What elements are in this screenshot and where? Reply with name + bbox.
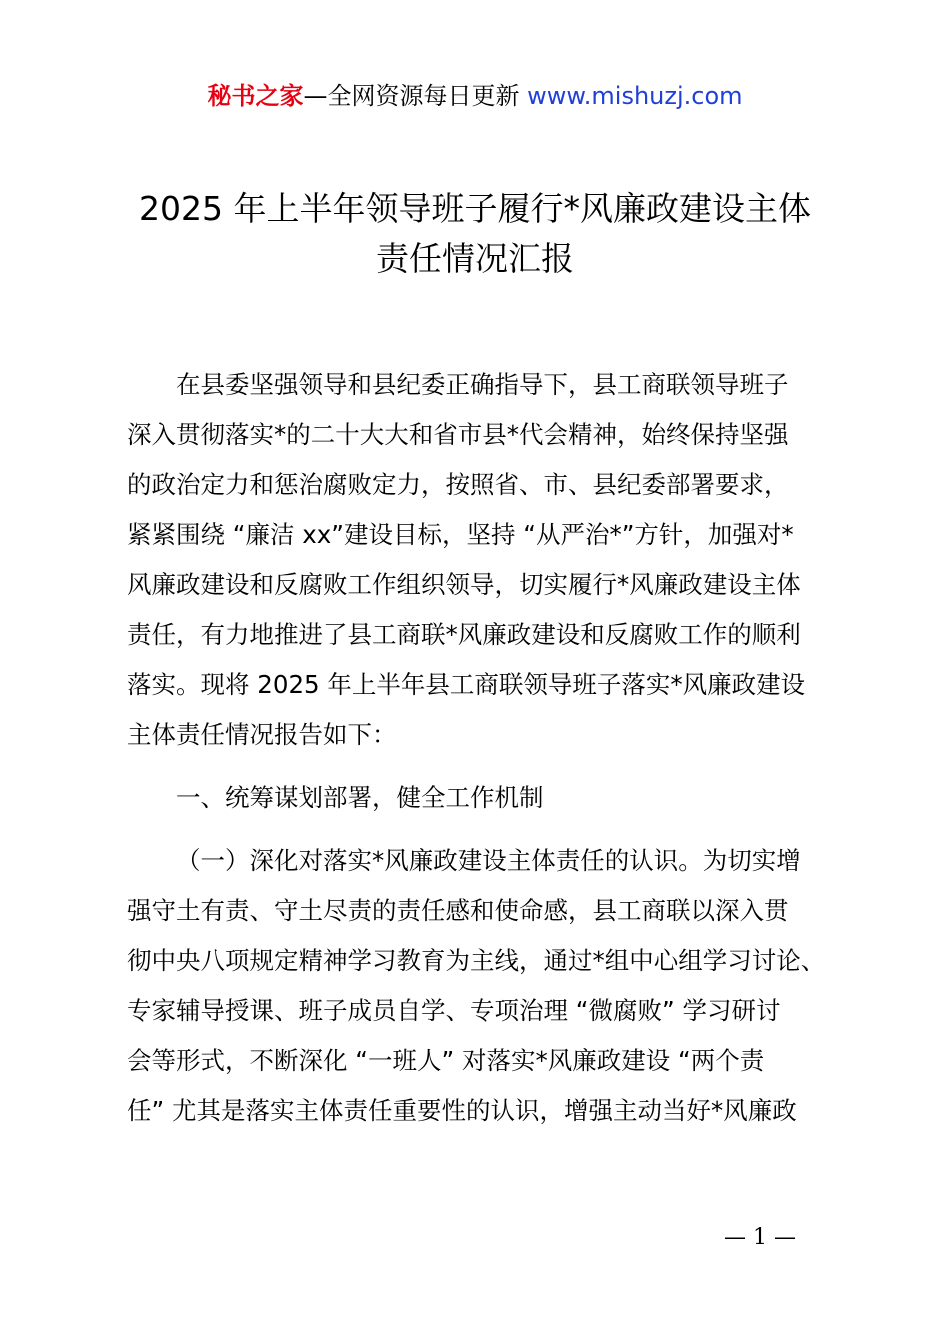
header-tagline: —全网资源每日更新: [303, 82, 528, 110]
text-line: （一）深化对落实*风廉政建设主体责任的认识。为切实增: [176, 846, 801, 875]
text-line: 任” 尤其是落实主体责任重要性的认识，增强主动当好*风廉政: [127, 1096, 797, 1125]
text-line: 彻中央八项规定精神学习教育为主线，通过*组中心组学习讨论、: [127, 946, 826, 975]
subsection-paragraph: [127, 836, 847, 1136]
text-line: 在县委坚强领导和县纪委正确指导下，县工商联领导班子: [176, 370, 789, 399]
text-line: 风廉政建设和反腐败工作组织领导，切实履行*风廉政建设主体: [127, 570, 801, 599]
page-number: — 1 —: [724, 1225, 796, 1250]
text-line: 专家辅导授课、班子成员自学、专项治理 “微腐败” 学习研讨: [127, 996, 781, 1025]
title-line-2: 责任情况汇报: [376, 239, 574, 278]
text-line: 紧紧围绕 “廉洁 xx”建设目标，坚持 “从严治*”方针，加强对*: [127, 520, 794, 549]
document-body: [127, 360, 847, 1136]
text-line: 深入贯彻落实*的二十大大和省市县*代会精神，始终保持坚强: [127, 420, 789, 449]
site-header: [0, 80, 950, 112]
text-line: 主体责任情况报告如下：: [127, 720, 397, 749]
text-line: 的政治定力和惩治腐败定力，按照省、市、县纪委部署要求，: [127, 470, 789, 499]
brand-name: 秘书之家: [207, 82, 304, 110]
title-line-1: 2025 年上半年领导班子履行*风廉政建设主体: [139, 189, 811, 228]
intro-paragraph: [127, 360, 847, 760]
text-line: 责任，有力地推进了县工商联*风廉政建设和反腐败工作的顺利: [127, 620, 801, 649]
site-url[interactable]: www.mishuzj.com: [527, 82, 743, 110]
text-line: 会等形式，不断深化 “一班人” 对落实*风廉政建设 “两个责: [127, 1046, 765, 1075]
section-heading: 一、统筹谋划部署，健全工作机制: [176, 783, 544, 812]
document-title: [60, 184, 890, 284]
text-line: 强守土有责、守土尽责的责任感和使命感，县工商联以深入贯: [127, 896, 789, 925]
text-line: 落实。现将 2025 年上半年县工商联领导班子落实*风廉政建设: [127, 670, 806, 699]
